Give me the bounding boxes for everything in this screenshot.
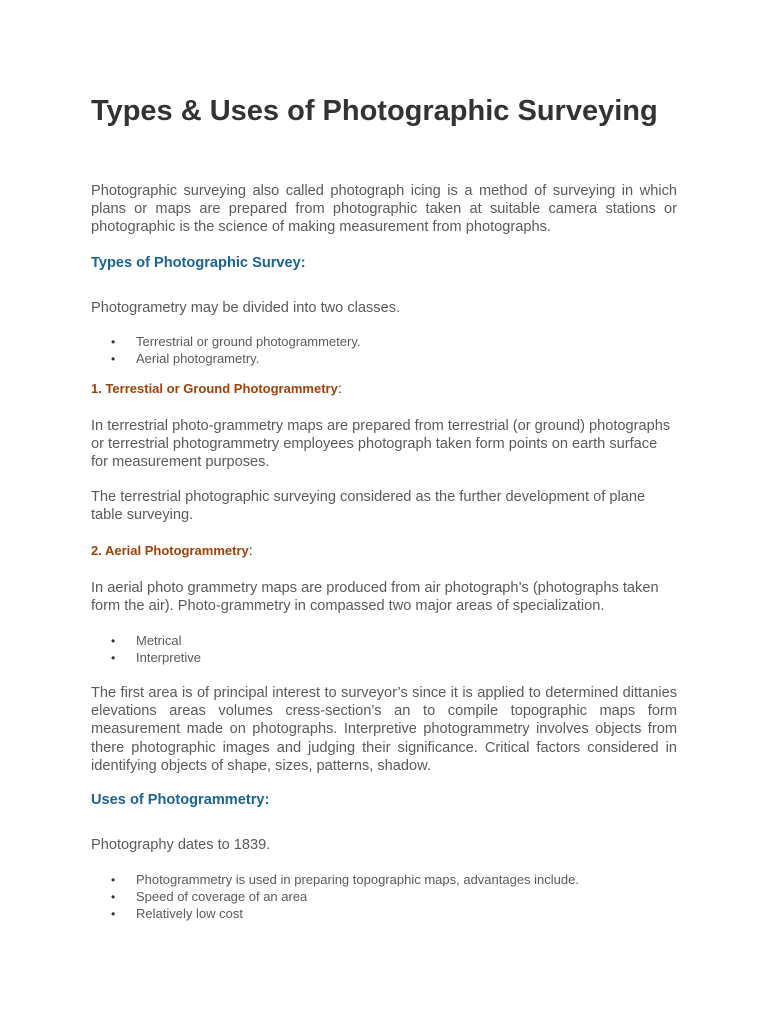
section2-list <box>91 633 201 667</box>
list-item: • Aerial photogrametry. <box>91 351 360 368</box>
list-item: • Relatively low cost <box>91 906 579 923</box>
section1-paragraph-2: The terrestrial photographic surveying considered as the further development of plane table surveying. <box>91 489 646 524</box>
page-title: Types & Uses of Photographic Surveying <box>91 95 658 127</box>
section1-heading <box>91 380 342 396</box>
list-item: • Photogrammetry is used in preparing topographic maps, advantages include. <box>91 872 579 889</box>
section2-paragraph-2: The first area is of principal interest to surveyor’s since it is applied to determined dittanies elevations areas volumes cress-section’s an to compile topographic maps form measurement made on photographs. Interpretive photogrammetry involves objects from there photographic images and judging their significance. Critical factors considered in identifying objects of shape, sizes, patterns, shadow. <box>91 685 677 774</box>
section2-heading-colon: : <box>248 542 253 558</box>
uses-heading: Uses of Photogrammetry: <box>91 792 270 808</box>
section2-heading <box>91 542 253 558</box>
uses-list <box>91 872 579 922</box>
section1-heading-colon: : <box>337 380 342 396</box>
types-heading: Types of Photographic Survey: <box>91 255 306 271</box>
list-item: • Interpretive <box>91 650 201 667</box>
classes-text: Photogrametry may be divided into two classes. <box>91 300 401 316</box>
list-item: • Terrestrial or ground photogrammetery. <box>91 334 360 351</box>
section2-heading-text: 2. Aerial Photogrammetry <box>91 543 249 558</box>
classes-list <box>91 334 360 368</box>
list-item: • Metrical <box>91 633 201 650</box>
section1-heading-text: 1. Terrestial or Ground Photogrammetry <box>91 381 338 396</box>
intro-paragraph: Photographic surveying also called photograph icing is a method of surveying in which plans or maps are prepared from photographic taken at suitable camera stations or photographic is the science of making measurement from photographs. <box>91 183 677 236</box>
uses-text: Photography dates to 1839. <box>91 837 271 853</box>
section1-paragraph-1: In terrestrial photo-grammetry maps are prepared from terrestrial (or ground) photographs or terrestrial photogrammetry employees photograph taken form points on earth surface for measurement purposes. <box>91 418 671 471</box>
list-item: • Speed of coverage of an area <box>91 889 579 906</box>
section2-paragraph-1: In aerial photo grammetry maps are produced from air photograph’s (photographs taken form the air). Photo-grammetry in compassed two major areas of specialization. <box>91 580 659 615</box>
